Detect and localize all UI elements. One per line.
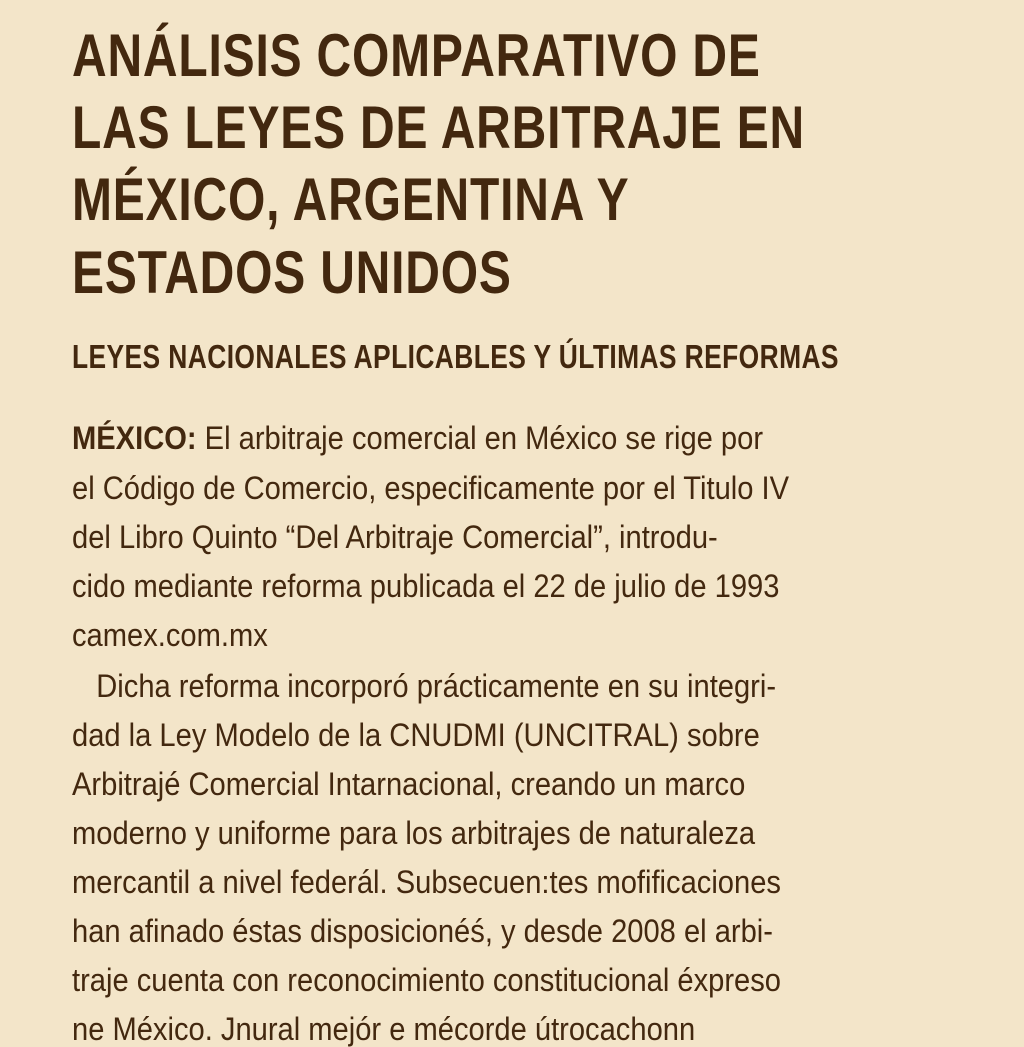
- title-line: ESTADOS UNIDOS: [72, 239, 512, 306]
- paragraph-line: [72, 420, 763, 456]
- paragraph-line: han afinado éstas disposicionéś, y desde 2008 el arbi-: [72, 913, 773, 949]
- title-line: MÉXICO, ARGENTINA Y: [72, 166, 630, 233]
- paragraph-line: del Libro Quinto “Del Arbitraje Comercial”, introdu-: [72, 519, 718, 555]
- paragraph-line: mercantil a nivel federál. Subsecuen:tes mofificaciones: [72, 864, 781, 900]
- title-line: ANÁLISIS COMPARATIVO DE: [72, 22, 761, 89]
- paragraph-line-cutoff: ne México. Jnural mejór e mécorde útrocachonn: [72, 1011, 696, 1047]
- title-line: LAS LEYES DE ARBITRAJE EN: [72, 94, 805, 161]
- paragraph-line: dad la Ley Modelo de la CNUDMI (UNCITRAL) sobre: [72, 717, 760, 753]
- paragraph-line: moderno y uniforme para los arbitrajes de naturaleza: [72, 815, 756, 851]
- source-link[interactable]: camex.com.mx: [72, 617, 268, 653]
- paragraph-line: cido mediante reforma publicada el 22 de julio de 1993: [72, 568, 780, 604]
- paragraph-line: Dicha reforma incorporó prácticamente en su integri-: [72, 668, 777, 704]
- paragraph-line: Arbitrajé Comercial Intarnacional, creando un marco: [72, 766, 746, 802]
- paragraph-line: el Código de Comercio, especificamente por el Titulo IV: [72, 470, 790, 506]
- paragraph-line: traje cuenta con reconocimiento constitucional éxpreso: [72, 962, 781, 998]
- country-label: MÉXICO:: [72, 420, 197, 456]
- section-subtitle: LEYES NACIONALES APLICABLES Y ÚLTIMAS REFORMAS: [72, 338, 839, 375]
- paragraph-text: El arbitraje comercial en México se rige por: [196, 420, 764, 456]
